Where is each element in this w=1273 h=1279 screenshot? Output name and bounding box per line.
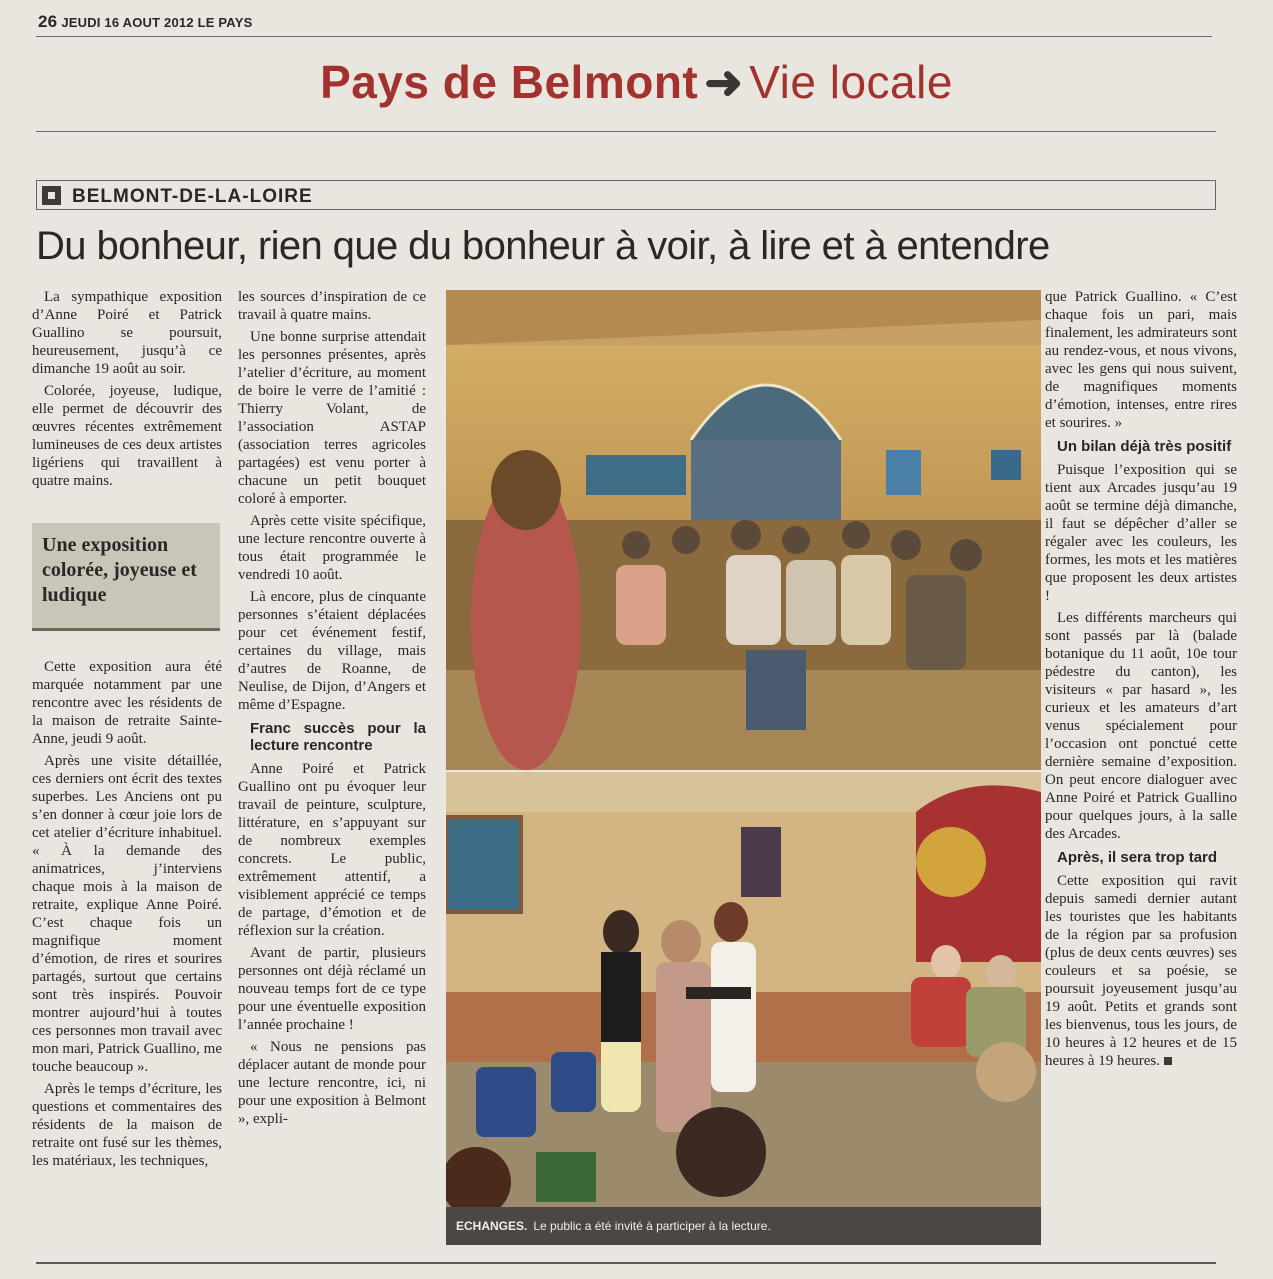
top-rule [36, 36, 1212, 37]
section-place: Pays de Belmont [320, 56, 699, 108]
pull-quote-text: Une exposition colorée, joyeuse et ludique [42, 534, 197, 606]
paragraph: Après cette visite spécifique, une lecture rencontre ouverte à tous était programmée le vendredi 10 août. [238, 513, 426, 583]
paragraph: Puisque l’exposition qui se tient aux Arcades jusqu’au 19 août se termine déjà dimanche, il faut se dépêcher d’aller se régaler avec les couleurs, les formes, les mots et les matières que proposent les deux artistes ! [1045, 462, 1237, 604]
paragraph-text: Cette exposition qui ravit depuis samedi dernier autant les touristes que les habitants de la région par sa profusion (plus de deux cents œuvres) ses couleurs et sa poésie, se poursuit joyeusement jusqu’au 19 août. Petits et grands sont les bienvenus, tous les jours, de 10 heures à 12 heures et de 15 heures à 19 heures. [1045, 873, 1237, 1069]
paragraph: Colorée, joyeuse, ludique, elle permet de découvrir des œuvres récentes extrêmement lumineuses de ces deux artistes ligériens qui travaillent à quatre mains. [32, 383, 222, 489]
banner-rule [36, 131, 1216, 132]
paragraph: La sympathique exposition d’Anne Poiré et Patrick Guallino se poursuit, heureusement, jusqu’à ce dimanche 19 août au soir. [32, 289, 222, 377]
bottom-rule [36, 1262, 1216, 1264]
caption-text: Le public a été invité à participer à la lecture. [533, 1219, 771, 1233]
paragraph: Avant de partir, plusieurs personnes ont déjà réclamé un nouveau temps fort de ce type pour une éventuelle exposition l’année prochaine ! [238, 945, 426, 1033]
square-icon [42, 186, 61, 205]
section-rubric: Vie locale [749, 56, 953, 108]
photo-reading-image [446, 772, 1041, 1207]
paragraph: les sources d’inspiration de ce travail à quatre mains. [238, 289, 426, 323]
section-title [0, 55, 1273, 109]
headline: Du bonheur, rien que du bonheur à voir, à lire et à entendre [36, 224, 1050, 268]
paragraph [1045, 872, 1237, 1070]
photo-audience-image [446, 290, 1041, 770]
subheading: Après, il sera trop tard [1057, 849, 1218, 866]
paragraph: « Nous ne pensions pas déplacer autant de monde pour une lecture rencontre, ici, ni pour une exposition à Belmont », expli- [238, 1039, 426, 1127]
paragraph: Après le temps d’écriture, les questions et commentaires des résidents de la maison de retraite ont fusé sur les thèmes, les matériaux, les techniques, [32, 1081, 222, 1169]
folio-line: JEUDI 16 AOUT 2012 LE PAYS [61, 15, 253, 30]
paragraph: Cette exposition aura été marquée notamment par une rencontre avec les résidents de la maison de retraite Sainte-Anne, jeudi 9 août. [32, 659, 222, 747]
subheading: Franc succès pour la lecture rencontre [250, 720, 426, 754]
paragraph: que Patrick Guallino. « C’est chaque fois un pari, mais finalement, les admirateurs sont au rendez-vous, et nous vivons, avec les gens qui nous suivent, de magnifiques moments d’émotion, intenses, entre rires et sourires. » [1045, 289, 1237, 431]
photo-reading [446, 772, 1041, 1207]
paragraph: Après une visite détaillée, ces derniers ont écrit des textes superbes. Les Anciens ont pu s’en donner à cœur joie lors de cet atelier d’écriture inhabituel. « À la demande des animatrices, j’interviens chaque mois à la maison de retraite, explique Anne Poiré. C’est chaque fois un magnifique moment d’émotion, de rires et sourires partagés, surtout que certains sont très inspirés. Pouvoir montrer aujourd’hui à toutes ces personnes mon travail avec mon mari, Patrick Guallino, me touche beaucoup ». [32, 753, 222, 1075]
paragraph: Anne Poiré et Patrick Guallino ont pu évoquer leur travail de peinture, sculpture, littérature, en s’appuyant sur de nombreux exemples concrets. Le public, extrêmement attentif, a visiblement apprécié ce temps de partage, d’émotion et de réflexion sur la création. [238, 761, 426, 939]
locality-label: BELMONT-DE-LA-LOIRE [72, 186, 313, 207]
column-2 [238, 288, 426, 1132]
column-1-continued [32, 658, 222, 1174]
photo-caption [446, 1207, 1041, 1245]
column-4 [1045, 288, 1237, 1074]
column-1 [32, 288, 222, 494]
subheading: Un bilan déjà très positif [1057, 438, 1232, 455]
pull-quote [32, 523, 220, 631]
folio [38, 12, 252, 32]
paragraph: Les différents marcheurs qui sont passés par là (balade botanique du 11 août, 10e tour pédestre du canton), les visiteurs « par hasard », les curieux et les amateurs d’art venus spécialement pour l’occasion ont ponctué cette dernière semaine d’exposition. On peut encore dialoguer avec Anne Poiré et Patrick Guallino pour quelques jours, à la salle des Arcades. [1045, 610, 1237, 842]
end-square-icon [1164, 1057, 1172, 1065]
paragraph: Une bonne surprise attendait les personnes présentes, après l’atelier d’écriture, au moment de boire le verre de l’amitié : Thierry Volant, de l’association ASTAP (association terres agricoles partagées) est venu porter à chacune un petit bouquet coloré à emporter. [238, 329, 426, 507]
paragraph: Là encore, plus de cinquante personnes s’étaient déplacées pour cet événement festif, certaines du village, mais d’autres de Roanne, de Neulise, de Dijon, d’Angers et même d’Espagne. [238, 589, 426, 713]
photo-audience [446, 290, 1041, 770]
arrow-right-icon: ➜ [704, 56, 744, 108]
page-number: 26 [38, 12, 58, 31]
caption-tag: ECHANGES. [456, 1219, 528, 1233]
